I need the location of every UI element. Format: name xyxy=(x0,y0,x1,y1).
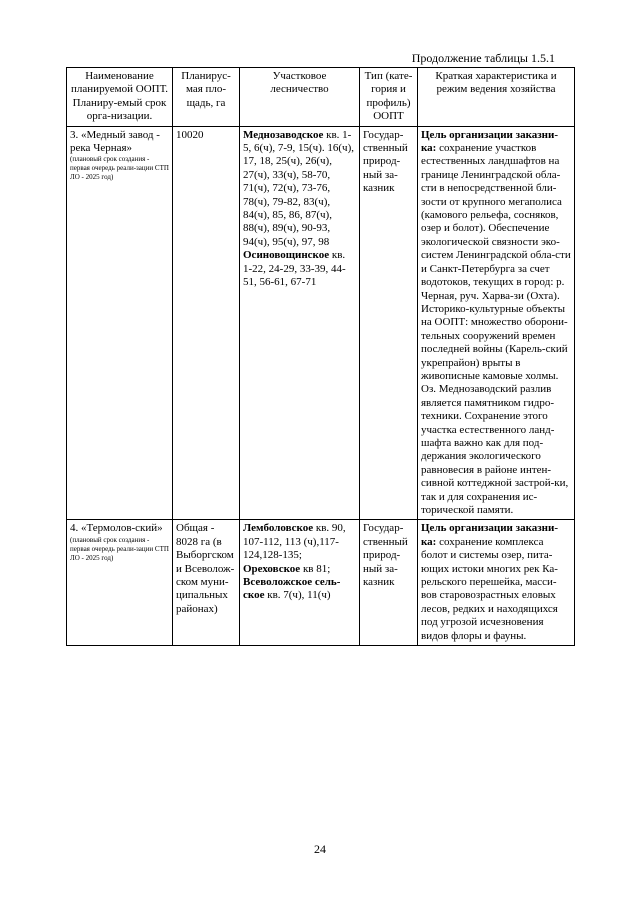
forestry-entry xyxy=(243,576,356,603)
row-name-cell xyxy=(67,126,173,520)
forestry-name: Лемболовское xyxy=(243,522,314,535)
header-forestry: Участковое лесничество xyxy=(240,68,360,127)
forestry-entry xyxy=(243,129,356,250)
forestry-name: Меднозаводское xyxy=(243,128,324,141)
forestry-name: Осиновощинское xyxy=(243,249,330,262)
description-goal-label: Цель организации заказни-ка: xyxy=(421,522,559,548)
table-row xyxy=(67,126,575,520)
row-type: Государ-ственный природ-ный за-казник xyxy=(360,520,418,646)
header-description: Краткая характеристика и режим ведения хозяйства xyxy=(418,68,575,127)
row-name: 3. «Медный завод - река Черная» xyxy=(70,128,160,155)
header-area: Планирус-мая пло-щадь, га xyxy=(173,68,240,127)
forestry-quarters: кв 81; xyxy=(300,562,331,575)
row-area: 10020 xyxy=(173,126,240,520)
forestry-quarters: кв. 7(ч), 11(ч) xyxy=(264,589,331,602)
row-name: 4. «Термолов-ский» xyxy=(70,522,163,535)
forestry-name: Ореховское xyxy=(243,562,301,575)
oopt-table xyxy=(66,67,575,646)
forestry-quarters: кв. 1-5, 6(ч), 7-9, 15(ч). 16(ч), 17, 18, 25(ч), 26(ч), 27(ч), 33(ч), 58-70, 71(ч), 72(ч), 73-76, 78(ч), 79-82, 83(ч), 84(ч), 85, 86, 87(ч), 88(ч), 89(ч), 90-93, 94(ч), 95(ч), 97, 98 xyxy=(243,128,354,248)
forestry-quarters: кв. 1-22, 24-29, 33-39, 44-51, 56-61, 67-71 xyxy=(243,249,346,289)
row-name-note: (плановый срок создания - первая очередь реали-зации СТП ЛО - 2025 год) xyxy=(70,155,169,182)
forestry-entry xyxy=(243,563,356,576)
description-text: сохранение комплекса болот и системы озер, пита-ющих истоки многих рек Ка-рельского перешейка, масси-вов старовозрастных еловых лесов, редких и находящихся под угрозой исчезновения видов флоры и фауны. xyxy=(421,535,558,642)
description-goal-label: Цель организации заказни-ка: xyxy=(421,128,559,155)
row-name-note: (плановый срок создания - первая очередь реали-зации СТП ЛО - 2025 год) xyxy=(70,535,169,562)
row-forestry-cell xyxy=(240,520,360,646)
row-type: Государ-ственный природ-ный за-казник xyxy=(360,126,418,520)
row-name-cell xyxy=(67,520,173,646)
row-area: Общая - 8028 га (в Выборгском и Всеволож-ском муни-ципальных районах) xyxy=(173,520,240,646)
description-text: сохранение участков естественных ландшафтов на границе Ленинградской обла-сти в непосредственной бли-зости от крупного мегаполиса (камового рельефа, сосняков, озер и болот). Обеспечение экологической связности эко-систем Ленинградской обла-сти и Санкт-Петербурга за счет водотоков, текущих в город: р. Черная, руч. Харва-зи (Охта). Историко-культурные объекты на ООПТ: множество оборони-тельных сооружений времен последней войны (Карель-ский укрепрайон) врыты в живописные камовые холмы. Оз. Меднозаводский разлив является памятником гидро-техники. Сохранение этого участка естественного ланд-шафта важно как для под-держания экологического равновесия в районе интен-сивной коттеджной застрой-ки, так и для сохранения ис-торической памяти. xyxy=(421,142,571,516)
table-continuation-label: Продолжение таблицы 1.5.1 xyxy=(411,51,555,65)
row-description-cell xyxy=(418,126,575,520)
header-type: Тип (кате-гория и профиль) ООПТ xyxy=(360,68,418,127)
page-number: 24 xyxy=(314,842,326,856)
row-forestry-cell xyxy=(240,126,360,520)
forestry-entry xyxy=(243,249,356,289)
header-name: Наименование планируемой ООПТ. Планиру-емый срок орга-низации. xyxy=(67,68,173,127)
table-row xyxy=(67,520,575,646)
forestry-name: Всеволожское сель-ское xyxy=(243,576,341,602)
row-description-cell xyxy=(418,520,575,646)
forestry-quarters: кв. 90, 107-112, 113 (ч),117-124,128-135; xyxy=(243,522,346,562)
forestry-entry xyxy=(243,522,356,562)
table-header-row xyxy=(67,68,575,127)
